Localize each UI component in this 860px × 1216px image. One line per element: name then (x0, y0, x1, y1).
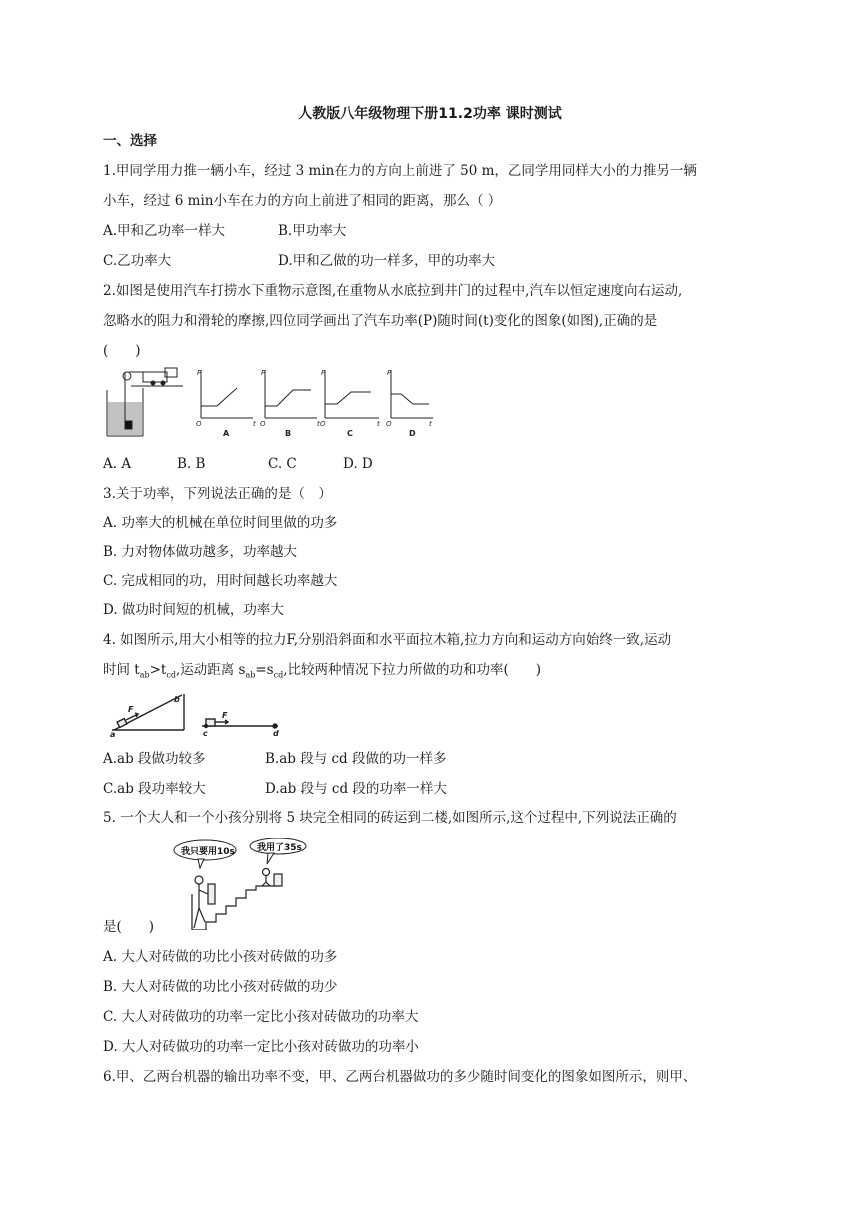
graph-d-label: D (409, 429, 416, 438)
graph-c-axis-p: P (321, 369, 326, 377)
graph-a-label: A (223, 429, 230, 438)
q2-stem-line3: ( ) (103, 343, 141, 359)
graph-b (265, 370, 317, 418)
q1-option-a: A.甲和乙功率一样大 (103, 223, 226, 239)
q5-option-a: A. 大人对砖做的功比小孩对砖做的功多 (103, 949, 338, 965)
section-heading: 一、选择 (103, 133, 157, 149)
graph-c-axis-t: t (377, 420, 380, 428)
q4-option-d: D.ab 段与 cd 段的功率一样大 (265, 781, 447, 797)
q1-stem-line1: 1.甲同学用力推一辆小车，经过 3 min在力的方向上前进了 50 m，乙同学用同样大小的力推另一辆 (103, 163, 697, 179)
graph-d-origin: O (386, 420, 392, 428)
label-b: b (174, 695, 180, 704)
q3-stem: 3.关于功率，下列说法正确的是（ ） (103, 486, 332, 502)
well-diagram (107, 368, 183, 436)
label-c: c (203, 729, 208, 738)
q5-option-b: B. 大人对砖做的功比小孩对砖做的功少 (103, 979, 338, 995)
graph-c (325, 370, 379, 418)
q4-option-a: A.ab 段做功较多 (103, 751, 206, 767)
q3-option-a: A. 功率大的机械在单位时间里做的功多 (103, 515, 338, 531)
q3-option-d: D. 做功时间短的机械，功率大 (103, 602, 284, 618)
graph-a-origin: O (196, 420, 202, 428)
label-a: a (110, 730, 116, 738)
graph-d-axis-p: P (387, 369, 392, 377)
q4-figure (110, 690, 285, 738)
q5-stem-line2: 是( ) (103, 919, 155, 935)
graph-d-axis-t: t (429, 420, 432, 428)
q1-option-d: D.甲和乙做的功一样多，甲的功率大 (278, 253, 496, 269)
flat-diagram (202, 719, 278, 728)
q2-figure (103, 366, 433, 442)
graph-a-axis-p: P (197, 369, 202, 377)
graph-b-origin: O (260, 420, 266, 428)
q2-stem-line1: 2.如图是使用汽车打捞水下重物示意图,在重物从水底拉到井门的过程中,汽车以恒定速度向右运动, (103, 283, 683, 299)
graph-c-label: C (347, 429, 353, 438)
q4-option-b: B.ab 段与 cd 段做的功一样多 (265, 751, 447, 767)
q1-stem-line2: 小车，经过 6 min小车在力的方向上前进了相同的距离，那么（ ） (103, 193, 502, 209)
label-f-flat: F (222, 711, 228, 720)
q2-option-d: D. D (343, 456, 373, 472)
q5-option-c: C. 大人对砖做功的功率一定比小孩对砖做功的功率大 (103, 1009, 419, 1025)
child-figure (262, 869, 282, 887)
q4-option-c: C.ab 段功率较大 (103, 781, 206, 797)
graph-a-axis-t: t (253, 420, 256, 428)
q2-option-c: C. C (268, 456, 297, 472)
q3-option-c: C. 完成相同的功，用时间越长功率越大 (103, 573, 338, 589)
q2-option-b: B. B (177, 456, 206, 472)
graph-a (201, 370, 253, 418)
graph-b-axis-p: P (261, 369, 266, 377)
q1-option-b: B.甲功率大 (278, 223, 347, 239)
bubble-text-child: 我用了35s (257, 843, 302, 853)
q6-stem-line1: 6.甲、乙两台机器的输出功率不变，甲、乙两台机器做功的多少随时间变化的图象如图所示，则甲、 (103, 1069, 697, 1085)
graph-b-label: B (285, 429, 292, 438)
q4-stem-line2: 时间 $t_{ab}>t_{cd}$,运动距离 $s_{ab}=s_{cd}$,比较两种情况下拉力所做的功和功率( ) (103, 662, 542, 680)
graph-d (391, 370, 433, 418)
q5-option-d: D. 大人对砖做功的功率一定比小孩对砖做功的功率小 (103, 1039, 419, 1055)
adult-figure (194, 876, 215, 928)
q1-option-c: C.乙功率大 (103, 253, 172, 269)
q5-stem-line1: 5. 一个大人和一个小孩分别将 5 块完全相同的砖运到二楼,如图所示,这个过程中,下列说法正确的 (103, 810, 677, 826)
bubble-text-adult: 我只要用10s (181, 847, 235, 857)
q5-figure (172, 838, 320, 930)
q3-option-b: B. 力对物体做功越多，功率越大 (103, 544, 298, 560)
q4-stem-line1: 4. 如图所示,用大小相等的拉力F,分别沿斜面和水平面拉木箱,拉力方向和运动方向始终一致,运动 (103, 632, 672, 648)
document-title: 人教版八年级物理下册11.2功率 课时测试 (298, 106, 562, 122)
q2-stem-line2: 忽略水的阻力和滑轮的摩擦,四位同学画出了汽车功率(P)随时间(t)变化的图象(如图),正确的是 (103, 313, 658, 329)
graph-b-axis-t: t (317, 420, 320, 428)
label-f-incline: F (128, 705, 134, 714)
q2-option-a: A. A (103, 456, 132, 472)
label-d: d (273, 729, 279, 738)
graph-c-origin: O (320, 420, 326, 428)
